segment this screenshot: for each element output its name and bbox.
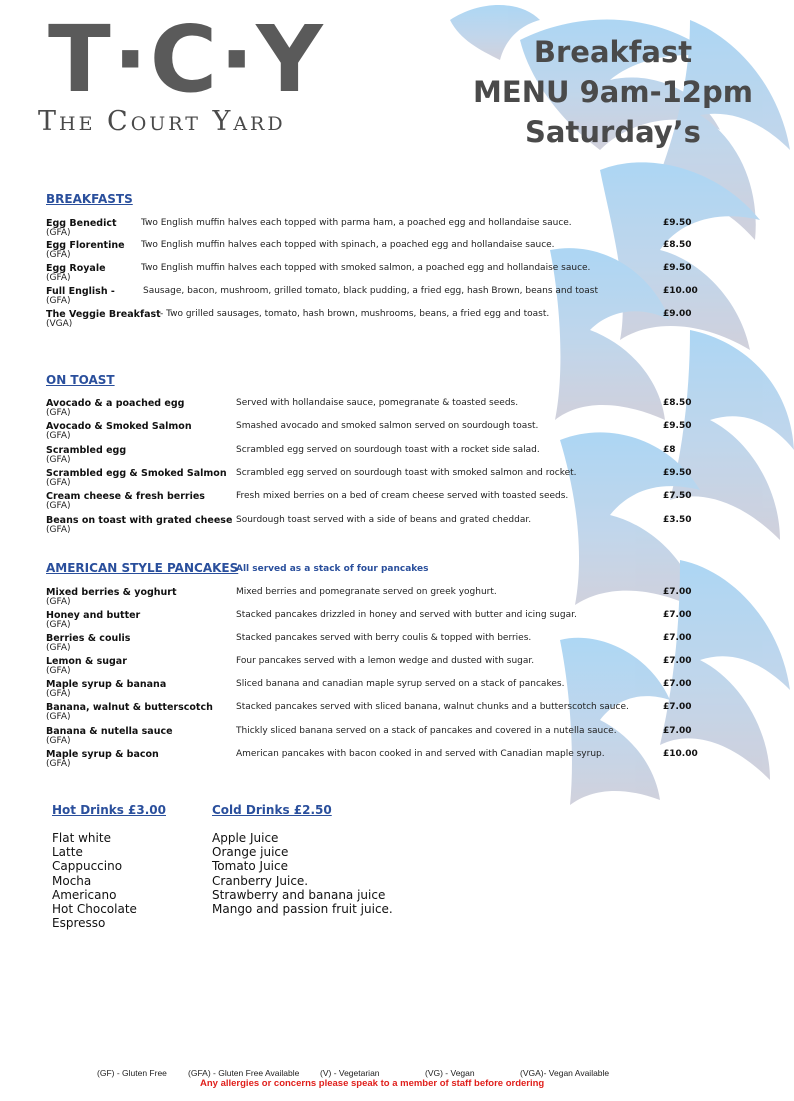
list-item: Orange juice xyxy=(212,845,289,860)
menu-item-row xyxy=(0,398,794,422)
item-tag: (GFA) xyxy=(46,455,71,465)
item-name: Egg Florentine xyxy=(46,240,125,251)
item-name: Honey and butter xyxy=(46,610,141,621)
item-name: Scrambled egg & Smoked Salmon xyxy=(46,468,227,479)
legend-gfa: (GFA) - Gluten Free Available xyxy=(188,1068,300,1078)
cold-drinks-list xyxy=(212,831,393,916)
heading-line-2: MENU 9am-12pm xyxy=(473,75,753,109)
item-tag: (GFA) xyxy=(46,478,71,488)
menu-item-row xyxy=(0,749,794,773)
menu-item-row xyxy=(0,421,794,445)
item-description: Two English muffin halves each topped with parma ham, a poached egg and hollandaise sauce. xyxy=(141,218,572,228)
item-name: Egg Royale xyxy=(46,263,106,274)
menu-item-row xyxy=(0,679,794,703)
item-name: Banana, walnut & butterscotch xyxy=(46,702,213,713)
item-description: Sourdough toast served with a side of beans and grated cheddar. xyxy=(236,515,532,525)
item-price: £9.00 xyxy=(663,309,692,319)
item-price: £7.00 xyxy=(663,610,692,620)
item-description: Sausage, bacon, mushroom, grilled tomato, black pudding, a fried egg, hash Brown, beans and toast xyxy=(143,286,598,296)
section-title-on-toast: ON TOAST xyxy=(46,373,115,387)
item-tag: (GFA) xyxy=(46,250,71,260)
item-name: Avocado & Smoked Salmon xyxy=(46,421,192,432)
item-description: Stacked pancakes served with berry coulis & topped with berries. xyxy=(236,633,532,643)
logo-name: The Court Yard xyxy=(38,106,286,137)
item-tag: (GFA) xyxy=(46,597,71,607)
item-price: £8.50 xyxy=(663,240,692,250)
menu-item-row xyxy=(0,656,794,680)
item-tag: (GFA) xyxy=(46,712,71,722)
item-name: Berries & coulis xyxy=(46,633,131,644)
item-description: Scrambled egg served on sourdough toast with smoked salmon and rocket. xyxy=(236,468,577,478)
item-name: Egg Benedict xyxy=(46,218,117,229)
item-tag: (GFA) xyxy=(46,643,71,653)
item-tag: (GFA) xyxy=(46,689,71,699)
menu-item-row xyxy=(0,587,794,611)
list-item: Cappuccino xyxy=(52,859,123,874)
item-description: Stacked pancakes served with sliced banana, walnut chunks and a butterscotch sauce. xyxy=(236,702,629,712)
legend-gf: (GF) - Gluten Free xyxy=(97,1068,167,1078)
menu-heading xyxy=(468,32,758,152)
list-item: Cranberry Juice. xyxy=(212,873,309,888)
item-description: Scrambled egg served on sourdough toast with a rocket side salad. xyxy=(236,445,540,455)
item-description: Two English muffin halves each topped with spinach, a poached egg and hollandaise sauce. xyxy=(141,240,555,250)
menu-item-row xyxy=(0,286,794,310)
legend-vg: (VG) - Vegan xyxy=(425,1068,475,1078)
menu-item-row xyxy=(0,263,794,287)
list-item: Tomato Juice xyxy=(212,859,288,874)
item-price: £7.00 xyxy=(663,633,692,643)
menu-item-row xyxy=(0,218,794,242)
section-title-pancakes: AMERICAN STYLE PANCAKES xyxy=(46,561,239,575)
hot-drinks-list xyxy=(52,831,137,930)
item-name: Avocado & a poached egg xyxy=(46,398,185,409)
allergy-notice: Any allergies or concerns please speak to a member of staff before ordering xyxy=(200,1078,545,1089)
item-name: The Veggie Breakfast xyxy=(46,309,161,320)
item-tag: (GFA) xyxy=(46,666,71,676)
item-price: £7.00 xyxy=(663,726,692,736)
item-price: £7.00 xyxy=(663,587,692,597)
list-item: Hot Chocolate xyxy=(52,902,137,917)
item-description: Mixed berries and pomegranate served on greek yoghurt. xyxy=(236,587,497,597)
item-tag: (GFA) xyxy=(46,525,71,535)
item-name: Lemon & sugar xyxy=(46,656,127,667)
menu-item-row xyxy=(0,515,794,539)
menu-item-row xyxy=(0,633,794,657)
menu-item-row xyxy=(0,309,794,333)
heading-line-1: Breakfast xyxy=(533,35,693,69)
menu-item-row xyxy=(0,468,794,492)
item-price: £3.50 xyxy=(663,515,692,525)
item-tag: (GFA) xyxy=(46,408,71,418)
item-name: Mixed berries & yoghurt xyxy=(46,587,177,598)
item-name: Banana & nutella sauce xyxy=(46,726,173,737)
item-name: Maple syrup & bacon xyxy=(46,749,159,760)
item-description: Smashed avocado and smoked salmon served on sourdough toast. xyxy=(236,421,539,431)
list-item: Flat white xyxy=(52,831,111,845)
item-price: £7.00 xyxy=(663,656,692,666)
item-description: Two English muffin halves each topped with smoked salmon, a poached egg and hollandaise sauce. xyxy=(141,263,591,273)
item-price: £7.00 xyxy=(663,679,692,689)
menu-item-row xyxy=(0,240,794,264)
item-tag: (GFA) xyxy=(46,273,71,283)
logo-mark: T·C·Y xyxy=(48,6,325,113)
item-price: £7.00 xyxy=(663,702,692,712)
item-description: Served with hollandaise sauce, pomegranate & toasted seeds. xyxy=(236,398,519,408)
list-item: Espresso xyxy=(52,916,106,931)
item-name: Full English - xyxy=(46,286,115,297)
item-price: £9.50 xyxy=(663,218,692,228)
menu-item-row xyxy=(0,726,794,750)
item-description: American pancakes with bacon cooked in and served with Canadian maple syrup. xyxy=(236,749,605,759)
item-tag: (GFA) xyxy=(46,296,71,306)
menu-item-row xyxy=(0,491,794,515)
item-description: - Two grilled sausages, tomato, hash brown, mushrooms, beans, a fried egg and toast. xyxy=(160,309,550,319)
item-price: £9.50 xyxy=(663,421,692,431)
list-item: Latte xyxy=(52,845,83,860)
item-description: Four pancakes served with a lemon wedge and dusted with sugar. xyxy=(236,656,535,666)
item-tag: (GFA) xyxy=(46,759,71,769)
item-price: £10.00 xyxy=(663,286,698,296)
item-name: Cream cheese & fresh berries xyxy=(46,491,205,502)
item-name: Scrambled egg xyxy=(46,445,127,456)
list-item: Mango and passion fruit juice. xyxy=(212,902,393,917)
heading-line-3: Saturday’s xyxy=(525,115,701,149)
list-item: Strawberry and banana juice xyxy=(212,887,386,902)
cold-drinks-title: Cold Drinks £2.50 xyxy=(212,803,332,817)
item-price: £7.50 xyxy=(663,491,692,501)
item-price: £8.50 xyxy=(663,398,692,408)
hot-drinks-title: Hot Drinks £3.00 xyxy=(52,803,166,817)
menu-item-row xyxy=(0,445,794,469)
item-name: Beans on toast with grated cheese xyxy=(46,515,233,526)
item-tag: (GFA) xyxy=(46,620,71,630)
list-item: Americano xyxy=(52,887,117,902)
menu-item-row xyxy=(0,610,794,634)
item-price: £10.00 xyxy=(663,749,698,759)
section-note-pancakes: All served as a stack of four pancakes xyxy=(236,564,429,574)
item-description: Stacked pancakes drizzled in honey and served with butter and icing sugar. xyxy=(236,610,577,620)
item-description: Sliced banana and canadian maple syrup served on a stack of pancakes. xyxy=(236,679,565,689)
item-price: £9.50 xyxy=(663,468,692,478)
item-price: £9.50 xyxy=(663,263,692,273)
list-item: Apple Juice xyxy=(212,831,279,845)
list-item: Mocha xyxy=(52,873,92,888)
section-title-breakfasts: BREAKFASTS xyxy=(46,192,133,206)
item-tag: (GFA) xyxy=(46,228,71,238)
menu-item-row xyxy=(0,702,794,726)
item-description: Fresh mixed berries on a bed of cream cheese served with toasted seeds. xyxy=(236,491,569,501)
item-tag: (VGA) xyxy=(46,319,73,329)
item-tag: (GFA) xyxy=(46,501,71,511)
legend-v: (V) - Vegetarian xyxy=(320,1068,380,1078)
item-price: £8 xyxy=(663,445,676,455)
legend-vga: (VGA)- Vegan Available xyxy=(520,1068,610,1078)
item-tag: (GFA) xyxy=(46,431,71,441)
item-name: Maple syrup & banana xyxy=(46,679,167,690)
item-tag: (GFA) xyxy=(46,736,71,746)
item-description: Thickly sliced banana served on a stack of pancakes and covered in a nutella sauce. xyxy=(236,726,617,736)
